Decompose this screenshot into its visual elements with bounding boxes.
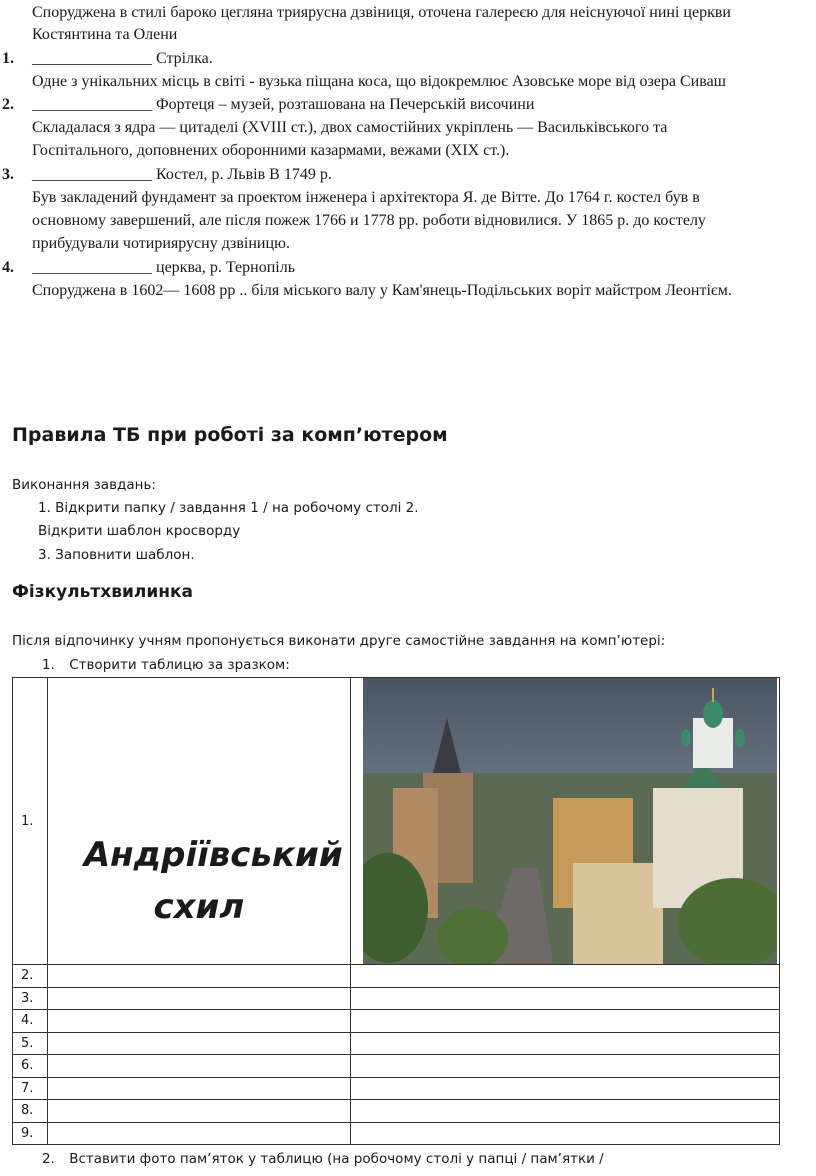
table-row xyxy=(13,1032,780,1055)
name-cell[interactable] xyxy=(47,1010,350,1033)
item-1-title: Стрілка. xyxy=(156,50,213,67)
andriivskyi-descent-photo xyxy=(363,678,777,964)
item-2-desc-2: Госпітального, доповнених оборонними казармами, вежами (XIX ст.). xyxy=(32,142,510,159)
item-4-number: 4. xyxy=(2,259,14,276)
row-number: 6. xyxy=(13,1055,48,1078)
item-2-blank: _______________ xyxy=(32,96,152,113)
item-3-blank: _______________ xyxy=(32,166,152,183)
item-3-title: Костел, р. Львів В 1749 р. xyxy=(156,166,332,183)
name-cell[interactable] xyxy=(47,987,350,1010)
second-task-1 xyxy=(42,657,290,673)
item-1-blank: _______________ xyxy=(32,50,152,67)
name-cell[interactable] xyxy=(47,1077,350,1100)
item-3-desc-3: прибудували чотириярусну дзвіницю. xyxy=(32,235,290,252)
item-4-blank: _______________ xyxy=(32,259,152,276)
row-number: 9. xyxy=(13,1122,48,1145)
second-task-1-text: Створити таблицю за зразком: xyxy=(69,657,290,673)
row-number: 5. xyxy=(13,1032,48,1055)
name-cell[interactable] xyxy=(47,1100,350,1123)
photo-cell[interactable] xyxy=(351,1122,780,1145)
second-task-2 xyxy=(42,1151,604,1167)
intro-line-1: Споруджена в стилі бароко цегляна триярусна дзвіниця, оточена галереєю для неіснуючої нині церкви xyxy=(32,4,731,21)
table-row xyxy=(13,987,780,1010)
item-3-heading xyxy=(32,166,332,184)
table-row xyxy=(13,1055,780,1078)
row-1-name: Андріївський схил xyxy=(83,835,343,927)
table-row xyxy=(13,1010,780,1033)
item-3-number: 3. xyxy=(2,166,14,183)
item-4-title: церква, р. Тернопіль xyxy=(156,259,295,276)
row-1-photo-cell xyxy=(351,678,780,965)
photo-cell[interactable] xyxy=(351,1010,780,1033)
name-cell[interactable] xyxy=(47,1122,350,1145)
item-1-desc: Одне з унікальних місць в світі - вузька піщана коса, що відокремлює Азовське море від озера Сиваш xyxy=(32,73,726,90)
item-4-desc: Споруджена в 1602— 1608 рр .. біля міського валу у Кам'янець-Подільських воріт майстром Леонтієм. xyxy=(32,282,732,299)
photo-cell[interactable] xyxy=(351,1032,780,1055)
photo-cell[interactable] xyxy=(351,1077,780,1100)
table-row xyxy=(13,965,780,988)
row-number: 2. xyxy=(13,965,48,988)
table-row xyxy=(13,1100,780,1123)
task-step-3: 3. Заповнити шаблон. xyxy=(38,547,195,563)
photo-cell[interactable] xyxy=(351,987,780,1010)
after-rest-text: Після відпочинку учням пропонується виконати друге самостійне завдання на комп’ютері: xyxy=(12,633,666,649)
row-number: 7. xyxy=(13,1077,48,1100)
tasks-label: Виконання завдань: xyxy=(12,477,156,493)
table-row xyxy=(13,1122,780,1145)
task-step-1: 1. Відкрити папку / завдання 1 / на робочому столі 2. xyxy=(38,500,419,516)
item-2-desc-1: Складалася з ядра — цитаделі (XVIII ст.), двох самостійних укріплень — Васильківського та xyxy=(32,119,668,136)
item-1-heading xyxy=(32,50,213,68)
safety-title: Правила ТБ при роботі за комп’ютером xyxy=(12,424,448,446)
name-cell[interactable] xyxy=(47,1032,350,1055)
intro-line-2: Костянтина та Олени xyxy=(32,26,178,43)
row-number: 8. xyxy=(13,1100,48,1123)
name-cell[interactable] xyxy=(47,1055,350,1078)
second-task-2-number: 2. xyxy=(42,1151,55,1167)
second-task-1-number: 1. xyxy=(42,657,55,673)
sample-table xyxy=(12,677,780,1145)
item-3-desc-2: основному завершений, але після пожеж 1766 и 1778 рр. роботи відновилися. У 1865 р. до костелу xyxy=(32,212,706,229)
table-row xyxy=(13,678,780,965)
row-1-number: 1. xyxy=(13,678,48,965)
table-row xyxy=(13,1077,780,1100)
item-2-heading xyxy=(32,96,534,114)
item-2-number: 2. xyxy=(2,96,14,113)
item-1-number: 1. xyxy=(2,50,14,67)
second-task-2-text: Вставити фото пам’яток у таблицю (на робочому столі у папці / пам’ятки / xyxy=(69,1151,604,1167)
name-cell[interactable] xyxy=(47,965,350,988)
task-step-2: Відкрити шаблон кросворду xyxy=(38,523,241,539)
row-number: 3. xyxy=(13,987,48,1010)
row-1-name-cell xyxy=(47,678,350,965)
item-3-desc-1: Був закладений фундамент за проектом інженера і архітектора Я. де Вітте. До 1764 г. костел був в xyxy=(32,189,700,206)
fiz-title: Фізкультхвилинка xyxy=(12,582,193,602)
item-4-heading xyxy=(32,259,295,277)
photo-cell[interactable] xyxy=(351,965,780,988)
photo-cell[interactable] xyxy=(351,1100,780,1123)
photo-cell[interactable] xyxy=(351,1055,780,1078)
row-number: 4. xyxy=(13,1010,48,1033)
item-2-title: Фортеця – музей, розташована на Печерській височини xyxy=(156,96,535,113)
